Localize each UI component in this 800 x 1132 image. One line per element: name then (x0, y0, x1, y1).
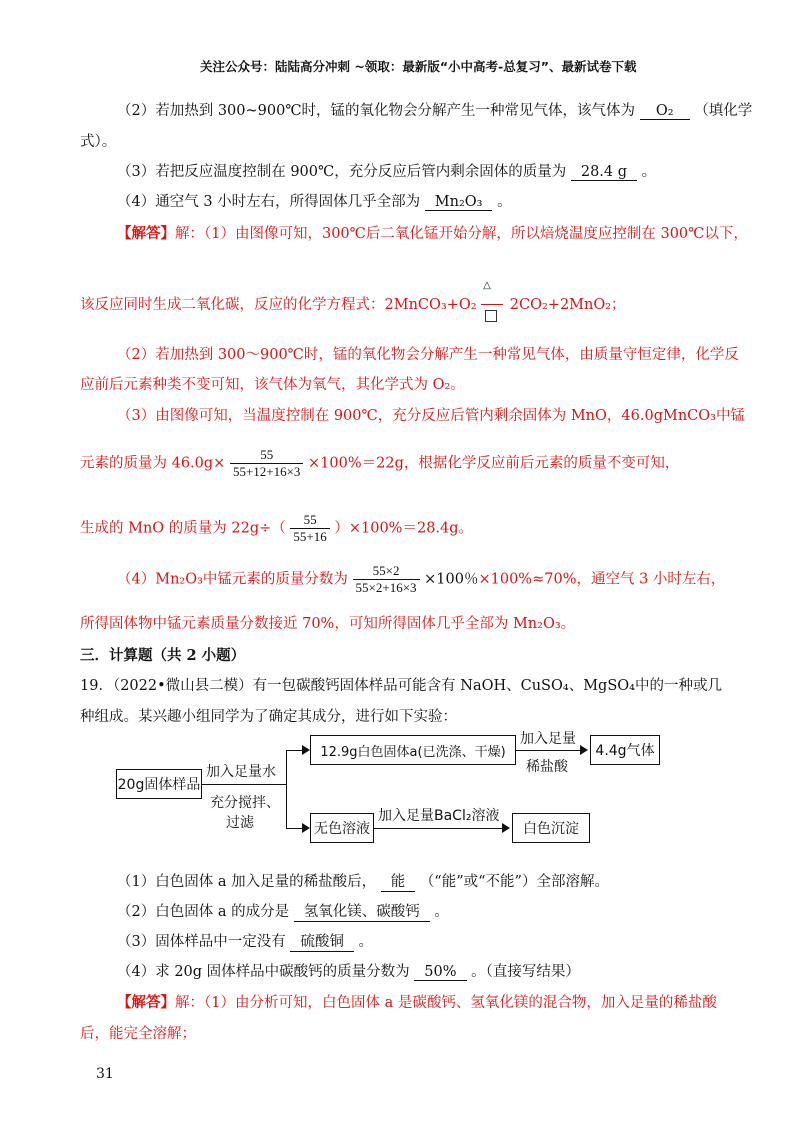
solution-box: 无色溶液 (310, 813, 374, 843)
sol1-tag: 【解答】 (117, 225, 175, 242)
sub1-answer: 能 (381, 870, 416, 892)
q2-prefix: （2）若加热到 300~900℃时，锰的氧化物会分解产生一种常见气体，该气体为 (117, 103, 636, 119)
sub2-answer: 氢氧化镁、碳酸钙 (294, 900, 430, 922)
connector-line (202, 784, 286, 785)
sub4-suffix: 。（直接写结果） (471, 964, 580, 980)
sol1-line9: 所得固体物中锰元素质量分数接近 70%，可知所得固体几乎全部为 Mn₂O₃。 (80, 616, 576, 632)
sol1-line2a: 该反应同时生成二氧化碳，反应的化学方程式：2MnCO₃+O₂ (80, 297, 477, 313)
step2-label-a: 加入足量 (520, 731, 576, 747)
q2-suffix: （填化学 (694, 103, 753, 119)
q3-line (117, 160, 656, 181)
equals-line-top (481, 304, 503, 305)
sol2-tag: 【解答】 (117, 994, 175, 1011)
q3-suffix: 。 (641, 164, 657, 180)
arrow-line (374, 828, 504, 829)
fraction-1-num: 55 (230, 447, 304, 464)
arrow-line (516, 750, 582, 751)
branch-line (286, 750, 287, 828)
sub1-line (117, 870, 609, 892)
sol1-line7b: ）×100%＝28.4g。 (334, 520, 474, 537)
sol1-line3: （2）若加热到 300～900℃时，锰的氧化物会分解产生一种常见气体，由质量守恒定律，化学反 (117, 347, 739, 363)
sol1-line2b: 2CO₂+2MnO₂； (509, 297, 626, 313)
fraction-2-num: 55 (290, 512, 329, 529)
q2-answer: O₂ (640, 103, 690, 120)
sub4-answer: 50% (414, 964, 466, 981)
sol1-line5: （3）由图像可知，当温度控制在 900℃，充分反应后管内剩余固体为 MnO，46.0gMnCO₃中锰 (117, 408, 745, 424)
page-number: 31 (96, 1066, 114, 1082)
q4-line (117, 190, 512, 211)
sub3-prefix: （3）固体样品中一定没有 (117, 934, 286, 950)
sub3-line (117, 930, 373, 952)
sub3-answer: 硫酸铜 (290, 930, 354, 952)
q4-prefix: （4）通空气 3 小时左右，所得固体几乎全部为 (117, 194, 421, 210)
sol1-line4: 应前后元素种类不变可知，该气体为氧气，其化学式为 O₂。 (80, 377, 465, 393)
q4-suffix: 。 (497, 194, 512, 210)
precipitate-box: 白色沉淀 (512, 813, 590, 843)
heat-symbol-icon: △ (483, 280, 491, 291)
sol2-line1 (117, 991, 717, 1012)
section-title: 三．计算题（共 2 小题） (80, 647, 246, 664)
step1-label-c: 过滤 (226, 815, 254, 831)
solid-a-box: 12.9g白色固体a(已洗涤、干燥) (310, 735, 516, 765)
arrow-head-icon (502, 823, 510, 833)
fraction-1 (230, 447, 304, 480)
arrow-head-icon (580, 745, 588, 755)
sol1-line8b: ×100%≈70%，通空气 3 小时左右， (478, 571, 726, 588)
q3-prefix: （3）若把反应温度控制在 900℃，充分反应后管内剩余固体的质量为 (117, 164, 567, 180)
fraction-1-den: 55+12+16×3 (232, 464, 301, 479)
sol1-line7a: 生成的 MnO 的质量为 22g÷（ (80, 520, 286, 537)
q19-line2: 种组成。某兴趣小组同学为了确定其成分，进行如下实验： (80, 709, 457, 725)
sol1-line6b: ×100%＝22g，根据化学反应前后元素的质量不变可知， (308, 455, 680, 472)
sub4-line (117, 960, 580, 981)
step1-label-b: 充分搅拌、 (210, 795, 280, 811)
sol1-line7 (80, 512, 473, 545)
sub3-suffix: 。 (358, 934, 373, 950)
step2-label-b: 稀盐酸 (526, 759, 568, 775)
q19-line1: 19．（2022•微山县二模）有一包碳酸钙固体样品可能含有 NaOH、CuSO₄、MgSO₄中的一种或几 (80, 678, 722, 694)
sub2-prefix: （2）白色固体 a 的成分是 (117, 904, 290, 920)
fraction-2-den: 55+16 (293, 529, 327, 544)
q3-answer: 28.4 g (571, 164, 637, 181)
sub4-prefix: （4）求 20g 固体样品中碳酸钙的质量分数为 (117, 964, 410, 980)
sub2-suffix: 。 (434, 904, 449, 920)
sol1-line6 (80, 447, 679, 480)
sub2-line (117, 900, 449, 922)
gas-box: 4.4g气体 (590, 735, 660, 765)
fraction-3 (353, 563, 420, 596)
sol1-line2 (80, 280, 626, 314)
sol1-line8mid: ×100％ (424, 571, 479, 588)
sol2-line2: 后，能完全溶解； (80, 1026, 196, 1042)
arrow-head-icon (302, 745, 310, 755)
step3-label: 加入足量BaCl₂溶液 (378, 808, 500, 824)
page-header: 关注公众号：陆陆高分冲刺 ~领取：最新版“小中高考-总复习”、最新试卷下载 (200, 59, 637, 74)
sol2-line1-text: 解：（1）由分析可知，白色固体 a 是碳酸钙、氢氧化镁的混合物，加入足量的稀盐酸 (175, 995, 717, 1011)
box-glyph-icon (485, 310, 497, 322)
sol1-line1-text: 解：（1）由图像可知，300℃后二氧化锰开始分解，所以焙烧温度应控制在 300℃以下， (175, 226, 748, 242)
sol1-line6a: 元素的质量为 46.0g× (80, 455, 226, 472)
sub1-prefix: （1）白色固体 a 加入足量的稀盐酸后， (117, 874, 377, 890)
sol1-line8 (117, 563, 725, 596)
fraction-2 (290, 512, 329, 545)
q2-cont: 式）。 (80, 134, 117, 150)
q2-line (117, 99, 752, 120)
arrow-head-icon (302, 823, 310, 833)
sub1-suffix: （“能”或“不能”）全部溶解。 (419, 874, 609, 890)
sol1-line1 (117, 222, 748, 243)
sol1-line8a: （4）Mn₂O₃中锰元素的质量分数为 (117, 571, 348, 588)
step1-label-a: 加入足量水 (206, 764, 276, 780)
q4-answer: Mn₂O₃ (425, 194, 493, 211)
fraction-3-den: 55×2+16×3 (355, 580, 417, 595)
reaction-condition (481, 280, 505, 312)
sample-box: 20g固体样品 (116, 769, 202, 799)
fraction-3-num: 55×2 (353, 563, 420, 580)
